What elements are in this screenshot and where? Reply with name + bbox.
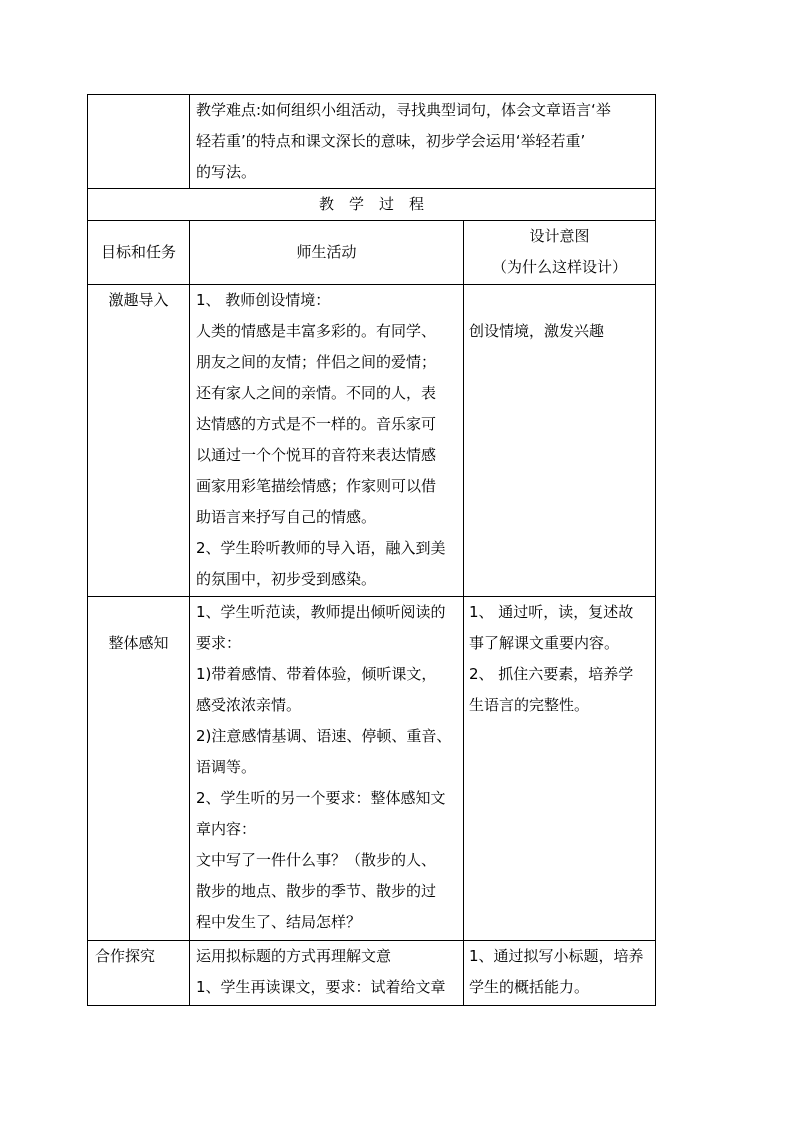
intent-cell [469, 597, 633, 721]
intent-line: 2、 抓住六要素，培养学 [469, 665, 634, 683]
intent-cell [469, 941, 644, 1003]
intent-line: 学生的概括能力。 [469, 978, 590, 996]
task-label: 激趣导入 [108, 291, 169, 309]
intent-cell [469, 316, 604, 347]
activity-line: 要求： [196, 634, 242, 652]
header-intent-line: 设计意图 [529, 227, 590, 245]
difficulty-line: 教学难点:如何组织小组活动，寻找典型词句，体会文章语言‘举 [196, 101, 611, 119]
table-border-right [655, 94, 656, 1006]
intent-line: 创设情境，激发兴趣 [469, 322, 605, 340]
activity-line: 助语言来抒写自己的情感。 [196, 508, 377, 526]
task-label: 合作探究 [95, 947, 156, 965]
intent-line: 1、通过拟写小标题，培养 [469, 947, 644, 965]
activity-line: 2、学生聆听教师的导入语，融入到美 [196, 539, 446, 557]
column-divider [189, 220, 190, 1006]
intent-line: 1、 通过听，读，复述故 [469, 603, 634, 621]
activity-line: 人类的情感是丰富多彩的。有同学、 [196, 322, 437, 340]
activity-line: 的氛围中，初步受到感染。 [196, 570, 377, 588]
column-divider [189, 94, 190, 189]
activity-line: 画家用彩笔描绘情感；作家则可以借 [196, 477, 437, 495]
activity-line: 感受浓浓亲情。 [196, 696, 302, 714]
activity-line: 程中发生了、结局怎样？ [196, 913, 362, 931]
intent-line: 事了解课文重要内容。 [469, 634, 620, 652]
header-activity: 师生活动 [296, 243, 357, 261]
activity-line: 2、学生听的另一个要求：整体感知文 [196, 789, 446, 807]
header-task: 目标和任务 [100, 243, 176, 261]
difficulty-line: 的写法。 [196, 163, 257, 181]
header-intent-line: （为什么这样设计） [491, 258, 627, 276]
table-border-left [87, 94, 88, 1006]
difficulty-cell [196, 95, 611, 188]
activity-cell [196, 285, 446, 595]
activity-line: 散步的地点、散步的季节、散步的过 [196, 882, 437, 900]
intent-line: 生语言的完整性。 [469, 696, 590, 714]
activity-line: 运用拟标题的方式再理解文意 [196, 947, 392, 965]
activity-cell [196, 941, 446, 1003]
activity-line: 章内容： [196, 820, 257, 838]
column-divider [463, 220, 464, 1006]
activity-line: 1)带着感情、带着体验，倾听课文， [196, 665, 437, 683]
activity-line: 朋友之间的友情；伴侣之间的爱情； [196, 353, 437, 371]
activity-line: 达情感的方式是不一样的。音乐家可 [196, 415, 437, 433]
activity-line: 以通过一个个悦耳的音符来表达情感 [196, 446, 437, 464]
difficulty-line: 轻若重’的特点和课文深长的意味，初步学会运用‘举轻若重’ [196, 132, 586, 150]
activity-cell [196, 597, 451, 938]
activity-line: 文中写了一件什么事？（散步的人、 [196, 851, 437, 869]
activity-line: 语调等。 [196, 758, 257, 776]
activity-line: 1、学生听范读，教师提出倾听阅读的 [196, 603, 446, 621]
task-label: 整体感知 [108, 634, 169, 652]
header-intent [464, 221, 655, 283]
activity-line: 1、 教师创设情境： [196, 291, 331, 309]
activity-line: 还有家人之间的亲情。不同的人，表 [196, 384, 437, 402]
process-title: 教 学 过 程 [318, 195, 424, 213]
activity-line: 2)注意感情基调、语速、停顿、重音、 [196, 727, 452, 745]
table-border-bottom [87, 1005, 656, 1006]
activity-line: 1、学生再读课文，要求：试着给文章 [196, 978, 446, 996]
